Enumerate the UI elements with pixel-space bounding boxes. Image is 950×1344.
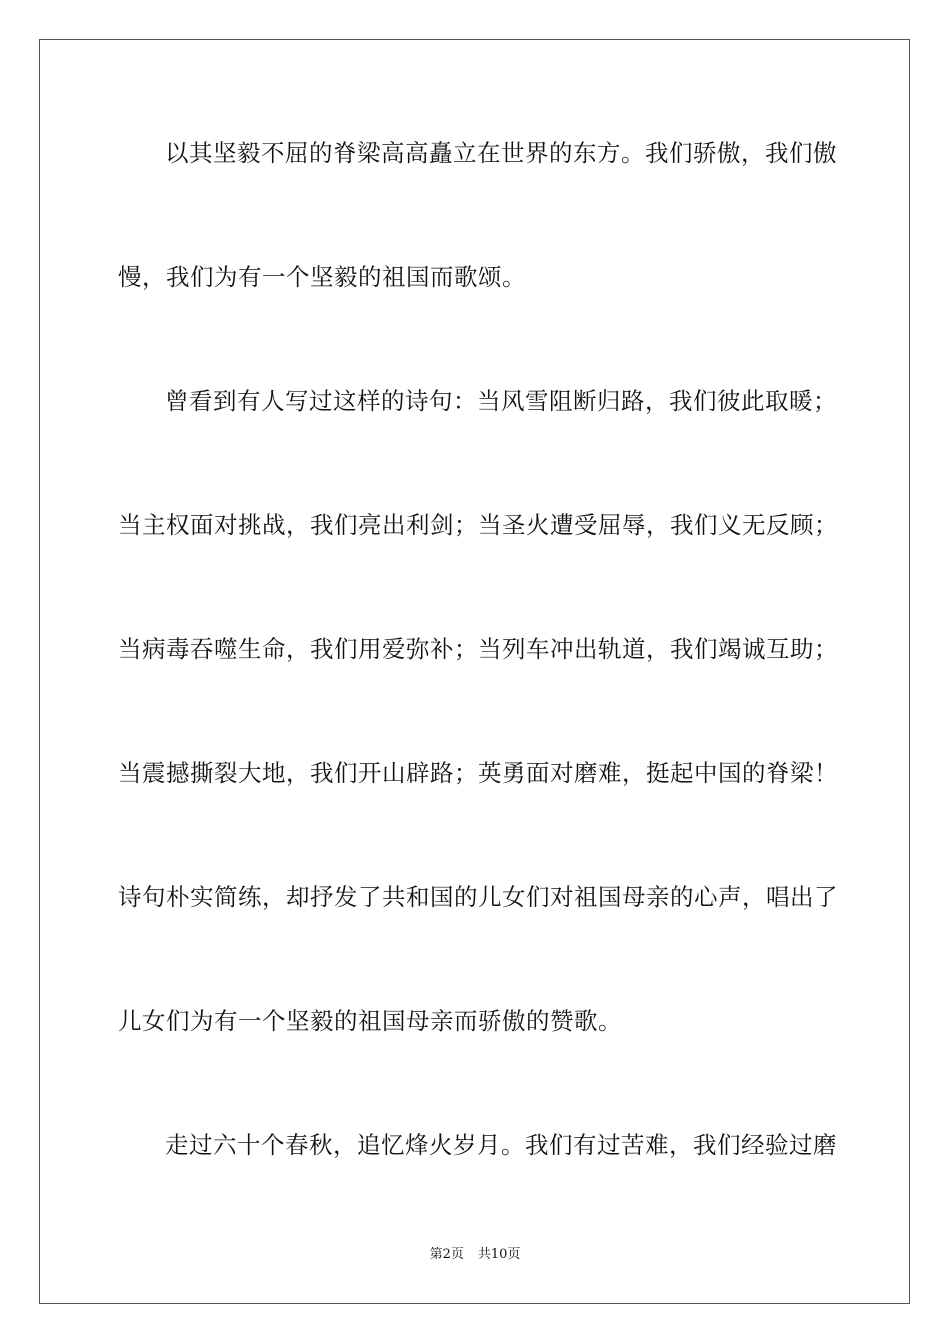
paragraph-line: 当病毒吞噬生命，我们用爱弥补；当列车冲出轨道，我们竭诚互助； [118, 635, 838, 663]
page-border [39, 39, 910, 1304]
paragraph-line: 走过六十个春秋，追忆烽火岁月。我们有过苦难，我们经验过磨 [165, 1131, 837, 1159]
paragraph-line: 当主权面对挑战，我们亮出利剑；当圣火遭受屈辱，我们义无反顾； [118, 511, 838, 539]
paragraph-line: 当震撼撕裂大地，我们开山辟路；英勇面对磨难，挺起中国的脊梁！ [118, 759, 838, 787]
paragraph-line: 以其坚毅不屈的脊梁高高矗立在世界的东方。我们骄傲，我们傲 [165, 139, 837, 167]
paragraph-line: 慢，我们为有一个坚毅的祖国而歌颂。 [118, 263, 526, 291]
paragraph-line: 曾看到有人写过这样的诗句：当风雪阻断归路，我们彼此取暖； [165, 387, 837, 415]
page-footer [0, 1246, 950, 1264]
paragraph-line: 诗句朴实简练，却抒发了共和国的儿女们对祖国母亲的心声，唱出了 [118, 883, 838, 911]
paragraph-line: 儿女们为有一个坚毅的祖国母亲而骄傲的赞歌。 [118, 1007, 622, 1035]
page-total: 共10页 [477, 1247, 521, 1262]
page-number: 第2页 [429, 1247, 464, 1262]
